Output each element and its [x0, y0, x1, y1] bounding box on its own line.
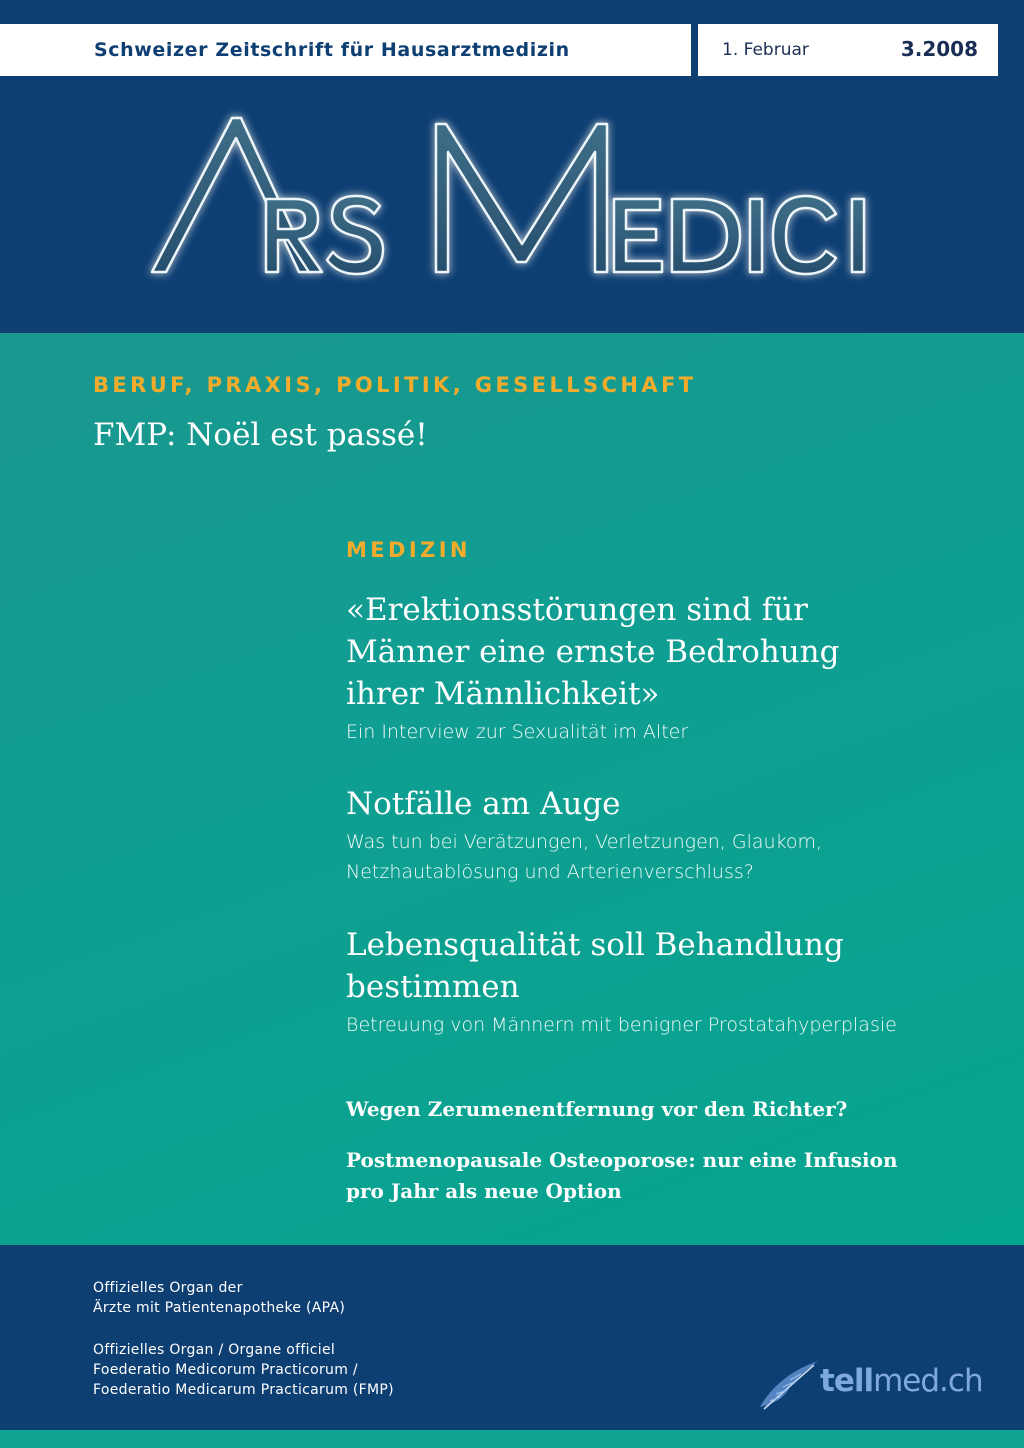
main-content: [0, 333, 1024, 1245]
issue-number: 3.2008: [900, 37, 978, 61]
logo-letter-m: [436, 124, 607, 272]
org-block-apa: Offizielles Organ der Ärzte mit Patientenapotheke (APA): [93, 1280, 346, 1316]
logo-letter-i-2: [852, 199, 864, 272]
article-title: Lebensqualität soll Behandlung bestimmen: [346, 927, 844, 1005]
article-subtitle: Ein Interview zur Sexualität im Alter: [346, 721, 689, 743]
header-bar: [0, 0, 1024, 86]
logo-letter-s: [327, 196, 383, 274]
article-title: «Erektionsstörungen sind für Männer eine ernste Bedrohung ihrer Männlichkeit»: [346, 592, 840, 712]
journal-name-box: [0, 24, 691, 76]
tellmed-logo: [756, 1357, 986, 1413]
footer-stripe: [0, 1430, 1024, 1448]
section-headline-fmp: FMP: Noël est passé!: [93, 417, 428, 453]
article-subtitle: Betreuung von Männern mit benigner Prostatahyperplasie: [346, 1014, 897, 1036]
logo-letter-c: [773, 196, 836, 274]
logo-letter-d: [672, 199, 740, 272]
logo-wordmark: tellmed.ch: [820, 1363, 983, 1399]
ars-medici-logo: [0, 86, 1024, 333]
logo-letter-a: [152, 118, 312, 272]
org-block-fmp: Offizielles Organ / Organe officiel Foederatio Medicorum Practicorum / Foederatio Medicarum Practicarum (FMP): [93, 1342, 394, 1398]
short-article-zerumen: Wegen Zerumenentfernung vor den Richter?: [346, 1097, 848, 1121]
article-notfaelle-am-auge: [346, 783, 946, 887]
journal-name: Schweizer Zeitschrift für Hausarztmedizin: [94, 39, 570, 61]
issue-box: [698, 24, 998, 76]
section-kicker-beruf: BERUF, PRAXIS, POLITIK, GESELLSCHAFT: [93, 373, 697, 397]
short-article-osteoporose: Postmenopausale Osteoporose: nur eine Infusion pro Jahr als neue Option: [346, 1148, 898, 1203]
masthead: [0, 86, 1024, 333]
footer: [0, 1245, 1024, 1448]
section-kicker-medizin: MEDIZIN: [346, 538, 471, 562]
article-lebensqualitaet: [346, 924, 946, 1040]
logo-letter-i: [750, 199, 762, 272]
feather-icon: [756, 1357, 826, 1413]
article-erektionsstoerungen: [346, 589, 946, 747]
logo-letter-e: [614, 199, 662, 272]
issue-date: 1. Februar: [722, 40, 809, 60]
article-subtitle: Was tun bei Verätzungen, Verletzungen, Glaukom, Netzhautablösung und Arterienverschluss?: [346, 831, 823, 883]
article-title: Notfälle am Auge: [346, 786, 621, 822]
